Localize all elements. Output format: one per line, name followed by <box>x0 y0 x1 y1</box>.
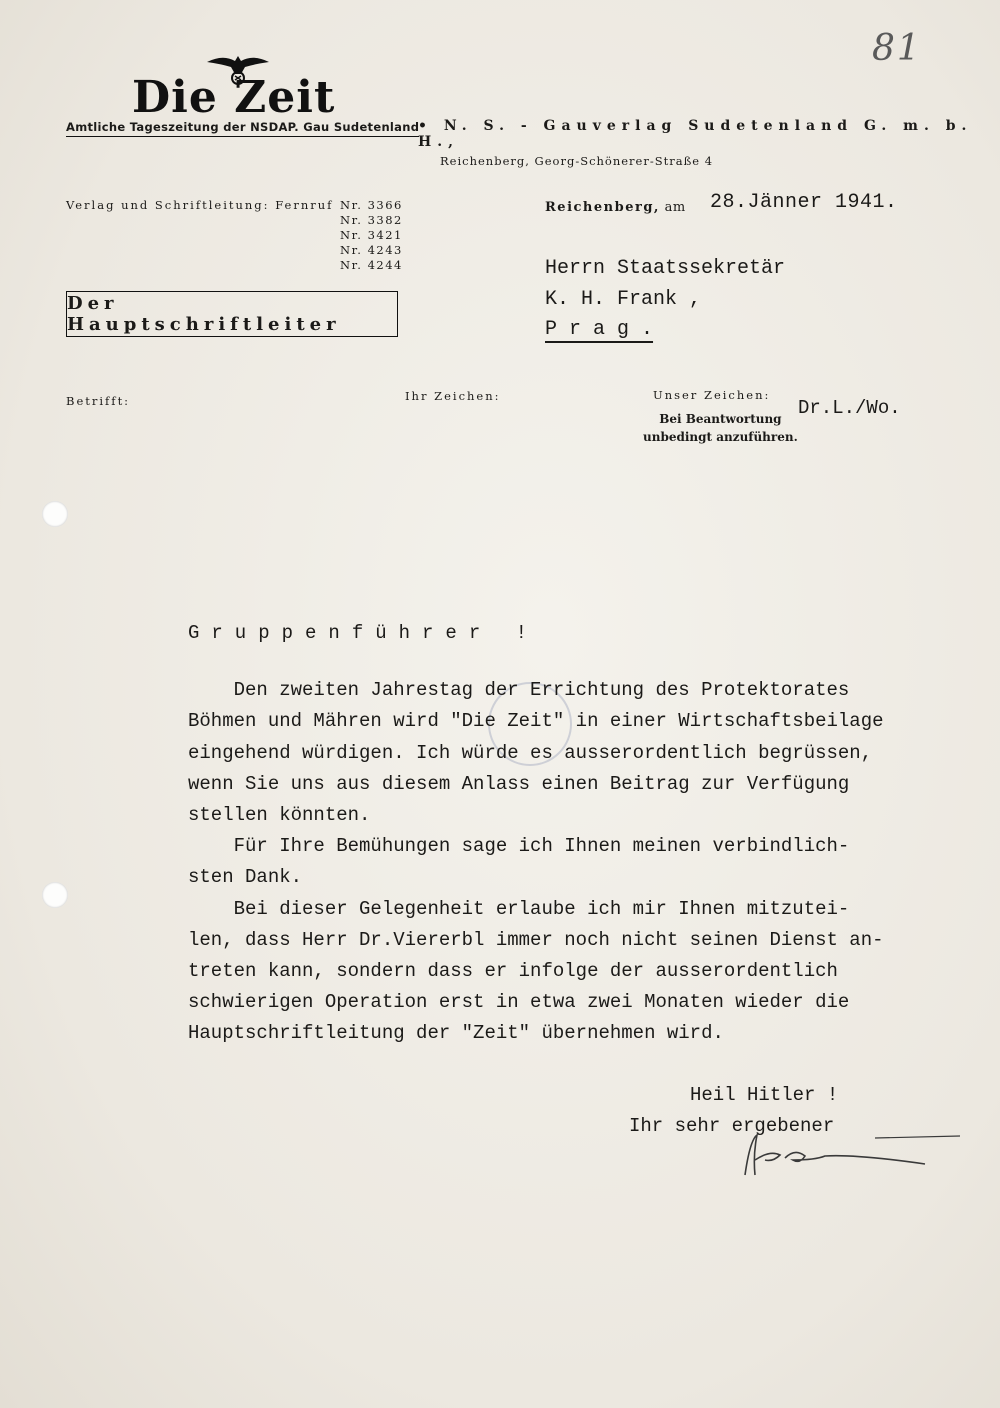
body-line: sten Dank. <box>188 866 303 889</box>
closing-greeting: Heil Hitler ! <box>690 1084 839 1106</box>
letter-date: 28.Jänner 1941. <box>710 191 898 214</box>
body-line: stellen könnten. <box>188 804 371 827</box>
place-line <box>545 200 686 215</box>
phone-number: Nr. 4243 <box>340 243 403 257</box>
letterhead-address: Reichenberg, Georg-Schönerer-Straße 4 <box>440 154 714 168</box>
phone-list <box>340 198 403 273</box>
recipient-city: P r a g . <box>545 318 654 341</box>
body-line: Böhmen und Mähren wird "Die Zeit" in einer Wirtschaftsbeilage <box>188 710 884 733</box>
reply-instruction <box>643 410 798 446</box>
body-line: Hauptschriftleitung der "Zeit" übernehmen wird. <box>188 1022 724 1045</box>
salutation: Gruppenführer ! <box>188 622 540 644</box>
verlag-label: Verlag und Schriftleitung: Fernruf <box>66 198 334 212</box>
recipient-line: Herrn Staatssekretär <box>545 257 786 280</box>
phone-number: Nr. 3366 <box>340 198 403 212</box>
phone-number: Nr. 4244 <box>340 258 403 272</box>
body-line: Für Ihre Bemühungen sage ich Ihnen meinen verbindlich- <box>188 835 850 858</box>
body-line: Den zweiten Jahrestag der Errichtung des Protektorates <box>188 679 850 702</box>
department-label: Der Hauptschriftleiter <box>67 293 341 335</box>
reply-instruction-line: Bei Beantwortung <box>659 412 782 426</box>
handwritten-signature-icon <box>725 1120 975 1190</box>
body-line: schwierigen Operation erst in etwa zwei Monaten wieder die <box>188 991 850 1014</box>
phone-number: Nr. 3421 <box>340 228 403 242</box>
body-line: treten kann, sondern dass er infolge der ausserordentlich <box>188 960 838 983</box>
phone-number: Nr. 3382 <box>340 213 403 227</box>
reference-code: Dr.L./Wo. <box>798 397 901 419</box>
reply-instruction-line: unbedingt anzuführen. <box>643 430 798 444</box>
closing-phrase: Ihr sehr ergebener <box>629 1115 835 1137</box>
punch-hole <box>42 882 68 908</box>
place-am: am <box>664 200 686 215</box>
ihr-zeichen-label: Ihr Zeichen: <box>405 389 501 403</box>
publisher-line: • N. S. - Gauverlag Sudetenland G. m. b. H., <box>418 118 973 150</box>
punch-hole <box>42 501 68 527</box>
body-line: Bei dieser Gelegenheit erlaube ich mir Ihnen mitzutei- <box>188 897 850 920</box>
betrifft-label: Betrifft: <box>66 394 131 408</box>
body-line: len, dass Herr Dr.Viererbl immer noch nicht seinen Dienst an- <box>188 928 884 951</box>
letterhead-subtitle: Amtliche Tageszeitung der NSDAP. Gau Sudetenland <box>66 120 419 137</box>
letter-body <box>188 618 968 1050</box>
department-box <box>66 291 398 337</box>
page-number: 81 <box>872 28 922 69</box>
unser-zeichen-label: Unser Zeichen: <box>653 388 771 402</box>
body-line: wenn Sie uns aus diesem Anlass einen Beitrag zur Verfügung <box>188 772 850 795</box>
place-label: Reichenberg, <box>545 200 660 215</box>
recipient-block <box>545 254 785 346</box>
recipient-line: K. H. Frank , <box>545 287 702 311</box>
body-line: eingehend würdigen. Ich würde es ausserordentlich begrüssen, <box>188 741 873 764</box>
newspaper-logo: Die Zeit <box>132 72 336 123</box>
